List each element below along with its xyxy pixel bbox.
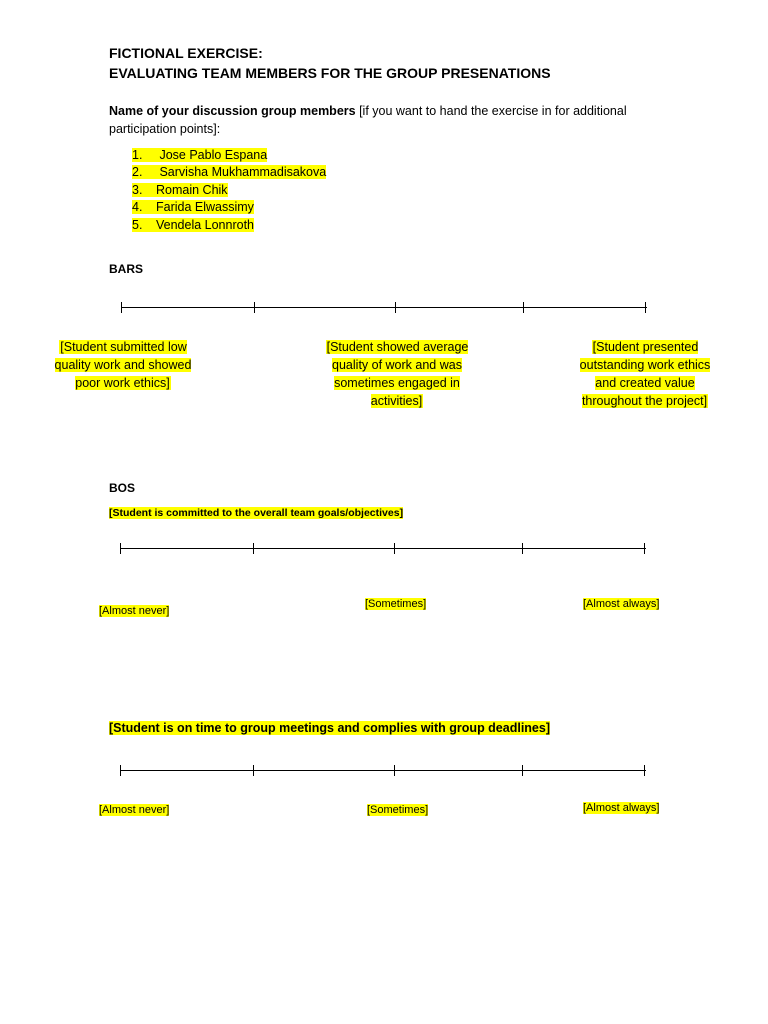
scale-tick <box>253 543 254 554</box>
list-item <box>132 199 326 216</box>
scale-tick <box>522 765 523 776</box>
member-entry: 1. Jose Pablo Espana <box>132 148 268 162</box>
scale-line <box>120 770 646 771</box>
list-item <box>132 182 326 199</box>
scale-tick <box>253 765 254 776</box>
scale-tick <box>523 302 524 313</box>
bars-rating-scale <box>121 302 647 314</box>
intro-normal-text: [if you want to hand the exercise in for additional participation points]: <box>109 104 627 136</box>
intro-instruction <box>109 102 669 138</box>
scale-tick <box>645 302 646 313</box>
bos-item1-anchor-mid: [Sometimes] <box>365 598 427 610</box>
member-entry: 4. Farida Elwassimy <box>132 200 254 215</box>
intro-bold-text: Name of your discussion group members <box>109 104 356 118</box>
member-list <box>132 147 326 234</box>
bos-item2-rating-scale <box>120 765 646 777</box>
scale-tick <box>120 765 121 776</box>
bos-item1-anchor-low: [Almost never] <box>99 605 170 617</box>
bos-item2-statement: [Student is on time to group meetings and complies with group deadlines] <box>109 721 550 735</box>
list-item <box>132 147 326 164</box>
scale-tick <box>394 543 395 554</box>
bos-item2-anchor-high: [Almost always] <box>583 802 660 814</box>
scale-tick <box>120 543 121 554</box>
bos-item1-statement: [Student is committed to the overall team goals/objectives] <box>109 507 404 519</box>
list-item <box>132 164 326 181</box>
scale-tick <box>644 765 645 776</box>
document-title-line2: EVALUATING TEAM MEMBERS FOR THE GROUP PRESENATIONS <box>109 65 551 81</box>
bars-anchor-mid: [Student showed average quality of work and was sometimes engaged in activities] <box>326 340 469 408</box>
scale-tick <box>395 302 396 313</box>
member-entry: 2. Sarvisha Mukhammadisakova <box>132 165 327 180</box>
member-entry: 3. Romain Chik <box>132 182 228 197</box>
bars-anchor-high: [Student presented outstanding work ethics and created value throughout the project] <box>579 340 711 408</box>
scale-tick <box>522 543 523 554</box>
bos-item2-anchor-low: [Almost never] <box>99 804 170 816</box>
bars-anchor-low: [Student submitted low quality work and showed poor work ethics] <box>54 340 192 390</box>
bars-section-label: BARS <box>109 262 144 276</box>
bos-section-label: BOS <box>109 481 136 495</box>
member-entry: 5. Vendela Lonnroth <box>132 217 255 232</box>
scale-tick <box>394 765 395 776</box>
list-item <box>132 217 326 234</box>
scale-line <box>121 307 647 308</box>
scale-tick <box>121 302 122 313</box>
bos-item1-anchor-high: [Almost always] <box>583 598 660 610</box>
bos-item2-anchor-mid: [Sometimes] <box>367 804 429 816</box>
scale-tick <box>644 543 645 554</box>
scale-line <box>120 548 646 549</box>
scale-tick <box>254 302 255 313</box>
document-title-line1: FICTIONAL EXERCISE: <box>109 45 263 61</box>
bos-item1-rating-scale <box>120 543 646 555</box>
